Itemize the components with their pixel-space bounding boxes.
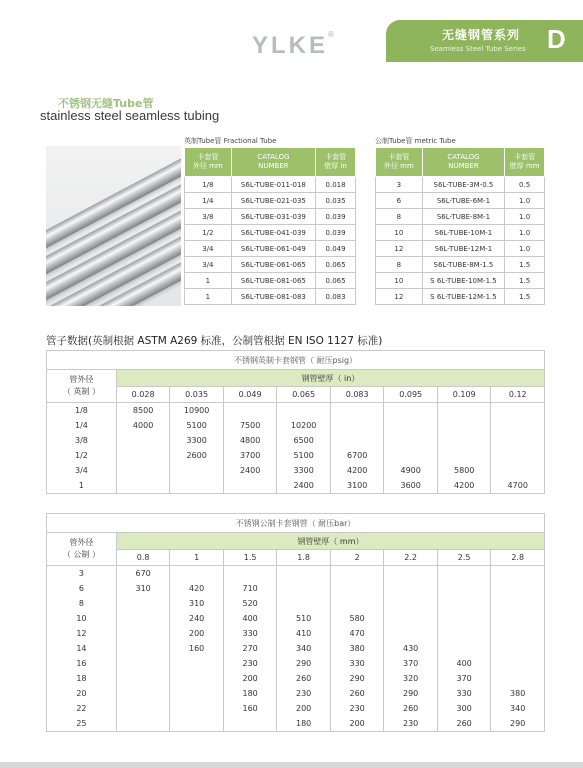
- pressure-cell: [116, 611, 170, 626]
- wall-cell: 0.065: [316, 273, 356, 289]
- metric-caption: 公制Tube管 metric Tube: [375, 137, 456, 145]
- pressure-cell: [491, 611, 545, 626]
- pressure-cell: 7500: [223, 418, 277, 433]
- pressure-cell: 340: [277, 641, 331, 656]
- table-row: [185, 193, 356, 209]
- wall-thickness-header: 0.12: [491, 387, 545, 403]
- pressure-cell: 380: [491, 686, 545, 701]
- table-row: [47, 478, 545, 494]
- od-cell: 1/2: [185, 225, 232, 241]
- od-cell: 3: [47, 566, 117, 582]
- table-row: [376, 193, 545, 209]
- wall-thickness-header: 0.8: [116, 550, 170, 566]
- col-header-od: 卡套管 外径 mm: [185, 148, 232, 177]
- wall-thickness-header: 0.065: [277, 387, 331, 403]
- pressure-cell: 260: [384, 701, 438, 716]
- pressure-cell: 520: [223, 596, 277, 611]
- catalog-number-cell: S6L-TUBE-3M-0.5: [422, 177, 505, 193]
- table-row: [185, 257, 356, 273]
- pressure-cell: [116, 448, 170, 463]
- od-cell: 1/4: [185, 193, 232, 209]
- catalog-number-cell: S6L-TUBE-8M-1.5: [422, 257, 505, 273]
- pressure-cell: 10900: [170, 403, 224, 419]
- catalog-number-cell: S6L-TUBE-011-018: [231, 177, 315, 193]
- table-row: [376, 257, 545, 273]
- pressure-cell: 10200: [277, 418, 331, 433]
- pressure-cell: [437, 626, 491, 641]
- pressure-cell: 4800: [223, 433, 277, 448]
- od-cell: 3/4: [185, 241, 232, 257]
- section-title-en: stainless steel seamless tubing: [40, 108, 220, 123]
- wall-thickness-label: 钢管壁厚（ in）: [116, 370, 544, 387]
- pressure-cell: [277, 403, 331, 419]
- wall-thickness-header: 0.028: [116, 387, 170, 403]
- pressure-cell: 3600: [384, 478, 438, 494]
- od-cell: 10: [376, 225, 423, 241]
- table-row: [376, 289, 545, 305]
- pressure-cell: 3100: [330, 478, 384, 494]
- pressure-cell: 380: [330, 641, 384, 656]
- od-cell: 1: [185, 273, 232, 289]
- pressure-cell: 290: [277, 656, 331, 671]
- table-row: [47, 418, 545, 433]
- col-header-od: 卡套管 外径 mm: [376, 148, 423, 177]
- pressure-cell: 3300: [277, 463, 331, 478]
- pressure-cell: [330, 418, 384, 433]
- od-cell: 3/4: [185, 257, 232, 273]
- pressure-cell: 300: [437, 701, 491, 716]
- pressure-cell: 3700: [223, 448, 277, 463]
- od-cell: 20: [47, 686, 117, 701]
- pressure-cell: [223, 403, 277, 419]
- wall-cell: 0.039: [316, 225, 356, 241]
- pressure-cell: 260: [277, 671, 331, 686]
- catalog-number-cell: S6L-TUBE-6M-1: [422, 193, 505, 209]
- od-cell: 25: [47, 716, 117, 732]
- pressure-cell: [491, 463, 545, 478]
- pressure-cell: 260: [437, 716, 491, 732]
- table-row: [47, 716, 545, 732]
- table-row: [185, 241, 356, 257]
- od-label: 管外径 （ 英制 ）: [47, 370, 117, 403]
- od-cell: 12: [376, 241, 423, 257]
- table-row: [47, 656, 545, 671]
- catalog-number-cell: S6L-TUBE-12M-1: [422, 241, 505, 257]
- imperial-table-title: 不锈钢英制卡套钢管（ 耐压psig）: [47, 351, 545, 370]
- series-title-cn: 无缝钢管系列: [442, 28, 521, 42]
- pressure-cell: [384, 611, 438, 626]
- od-cell: 1/8: [185, 177, 232, 193]
- pressure-cell: [170, 463, 224, 478]
- od-cell: 3/8: [47, 433, 117, 448]
- od-cell: 8: [376, 257, 423, 273]
- pressure-cell: [116, 626, 170, 641]
- pressure-cell: 4200: [437, 478, 491, 494]
- wall-cell: 1.0: [505, 225, 545, 241]
- wall-cell: 1.0: [505, 209, 545, 225]
- catalog-number-cell: S6L-TUBE-021-035: [231, 193, 315, 209]
- pressure-cell: [330, 581, 384, 596]
- section-title-cn: 不锈钢无缝Tube管: [58, 97, 154, 110]
- table-row: [376, 177, 545, 193]
- pressure-cell: [384, 418, 438, 433]
- od-cell: 1: [185, 289, 232, 305]
- wall-thickness-header: 1: [170, 550, 224, 566]
- series-letter: D: [547, 24, 566, 54]
- pressure-cell: [116, 596, 170, 611]
- pressure-cell: [491, 581, 545, 596]
- catalog-number-cell: S6L-TUBE-061-065: [231, 257, 315, 273]
- od-cell: 1/2: [47, 448, 117, 463]
- wall-thickness-header: 0.035: [170, 387, 224, 403]
- wall-thickness-header: 2: [330, 550, 384, 566]
- pressure-cell: 2400: [277, 478, 331, 494]
- wall-thickness-header: 2.5: [437, 550, 491, 566]
- catalog-number-cell: S6L-TUBE-041-039: [231, 225, 315, 241]
- pressure-cell: 160: [223, 701, 277, 716]
- wall-thickness-header: 0.049: [223, 387, 277, 403]
- pressure-cell: 3300: [170, 433, 224, 448]
- wall-cell: 0.039: [316, 209, 356, 225]
- table-row: [47, 433, 545, 448]
- pressure-cell: [491, 596, 545, 611]
- pressure-cell: [330, 403, 384, 419]
- table-row: [47, 566, 545, 582]
- pressure-cell: [330, 596, 384, 611]
- od-cell: 12: [376, 289, 423, 305]
- pressure-cell: [330, 566, 384, 582]
- pressure-cell: 330: [437, 686, 491, 701]
- pressure-cell: [223, 716, 277, 732]
- pressure-cell: 260: [330, 686, 384, 701]
- od-cell: 14: [47, 641, 117, 656]
- od-cell: 1: [47, 478, 117, 494]
- od-cell: 3/4: [47, 463, 117, 478]
- pressure-cell: 670: [116, 566, 170, 582]
- pressure-cell: 290: [384, 686, 438, 701]
- pressure-cell: 410: [277, 626, 331, 641]
- pressure-cell: 310: [170, 596, 224, 611]
- pressure-cell: 370: [384, 656, 438, 671]
- pressure-cell: 240: [170, 611, 224, 626]
- catalog-number-cell: S6L-TUBE-061-049: [231, 241, 315, 257]
- wall-thickness-header: 1.5: [223, 550, 277, 566]
- table-row: [47, 701, 545, 716]
- pressure-cell: [170, 478, 224, 494]
- od-cell: 1/4: [47, 418, 117, 433]
- catalog-number-cell: S6L-TUBE-081-083: [231, 289, 315, 305]
- table-row: [185, 209, 356, 225]
- wall-cell: 0.049: [316, 241, 356, 257]
- od-cell: 22: [47, 701, 117, 716]
- pressure-cell: [491, 656, 545, 671]
- pressure-cell: 470: [330, 626, 384, 641]
- pressure-cell: 310: [116, 581, 170, 596]
- wall-thickness-header: 0.109: [437, 387, 491, 403]
- fractional-tube-table: [184, 147, 356, 305]
- pressure-cell: [437, 403, 491, 419]
- pressure-cell: 370: [437, 671, 491, 686]
- pressure-cell: [437, 418, 491, 433]
- pressure-cell: [223, 566, 277, 582]
- pressure-cell: [384, 596, 438, 611]
- pressure-cell: 8500: [116, 403, 170, 419]
- pressure-cell: 270: [223, 641, 277, 656]
- wall-thickness-header: 2.2: [384, 550, 438, 566]
- wall-thickness-header: 0.083: [330, 387, 384, 403]
- pressure-cell: [116, 701, 170, 716]
- pressure-cell: 230: [277, 686, 331, 701]
- table-row: [47, 463, 545, 478]
- pressure-cell: [437, 596, 491, 611]
- od-cell: 16: [47, 656, 117, 671]
- catalog-number-cell: S 6L-TUBE-12M-1.5: [422, 289, 505, 305]
- brand-logo: YLKE®: [252, 30, 334, 59]
- metric-tube-table: [375, 147, 545, 305]
- pipe-data-title: 管子数据(英制根据 ASTM A269 标准，公制管根据 EN ISO 1127 标准): [46, 335, 383, 347]
- pressure-cell: 200: [223, 671, 277, 686]
- pressure-cell: [170, 716, 224, 732]
- metric-table-title: 不锈钢公制卡套钢管（ 耐压bar）: [47, 514, 545, 533]
- table-row: [47, 686, 545, 701]
- pressure-cell: [437, 566, 491, 582]
- pressure-cell: 710: [223, 581, 277, 596]
- pressure-cell: [116, 433, 170, 448]
- pressure-cell: 5100: [170, 418, 224, 433]
- catalog-number-cell: S6L-TUBE-10M-1: [422, 225, 505, 241]
- pressure-cell: [384, 566, 438, 582]
- pressure-cell: 200: [277, 701, 331, 716]
- pressure-cell: [170, 701, 224, 716]
- wall-cell: 0.083: [316, 289, 356, 305]
- od-cell: 3/8: [185, 209, 232, 225]
- pressure-cell: 5100: [277, 448, 331, 463]
- pressure-cell: 5800: [437, 463, 491, 478]
- table-row: [47, 671, 545, 686]
- pressure-cell: [116, 463, 170, 478]
- pressure-cell: 290: [491, 716, 545, 732]
- pressure-cell: 230: [330, 701, 384, 716]
- pressure-cell: [116, 641, 170, 656]
- od-cell: 8: [47, 596, 117, 611]
- pressure-cell: [116, 478, 170, 494]
- col-header-wall: 卡套管 壁厚 in: [316, 148, 356, 177]
- pressure-cell: 230: [223, 656, 277, 671]
- pressure-cell: 400: [437, 656, 491, 671]
- od-cell: 18: [47, 671, 117, 686]
- table-row: [47, 596, 545, 611]
- pressure-cell: [384, 433, 438, 448]
- pressure-cell: [491, 448, 545, 463]
- catalog-number-cell: S 6L-TUBE-10M-1.5: [422, 273, 505, 289]
- pressure-cell: [491, 418, 545, 433]
- pressure-cell: [170, 686, 224, 701]
- od-cell: 10: [47, 611, 117, 626]
- wall-thickness-label: 钢管壁厚（ mm）: [116, 533, 544, 550]
- pressure-cell: 430: [384, 641, 438, 656]
- imperial-pressure-table: [46, 350, 545, 494]
- pressure-cell: [277, 581, 331, 596]
- wall-thickness-header: 0.095: [384, 387, 438, 403]
- od-cell: 6: [47, 581, 117, 596]
- pressure-cell: [437, 611, 491, 626]
- od-cell: 8: [376, 209, 423, 225]
- od-cell: 10: [376, 273, 423, 289]
- wall-thickness-header: 1.8: [277, 550, 331, 566]
- pressure-cell: 200: [170, 626, 224, 641]
- metric-pressure-table: [46, 513, 545, 732]
- pressure-cell: [223, 478, 277, 494]
- pressure-cell: 290: [330, 671, 384, 686]
- pressure-cell: [116, 716, 170, 732]
- fractional-caption: 英制Tube管 Fractional Tube: [184, 137, 277, 145]
- table-row: [376, 273, 545, 289]
- table-row: [185, 273, 356, 289]
- wall-cell: 0.018: [316, 177, 356, 193]
- wall-cell: 1.0: [505, 193, 545, 209]
- table-row: [47, 403, 545, 419]
- pressure-cell: 420: [170, 581, 224, 596]
- wall-cell: 0.5: [505, 177, 545, 193]
- pressure-cell: [437, 641, 491, 656]
- od-cell: 1/8: [47, 403, 117, 419]
- pressure-cell: [330, 433, 384, 448]
- wall-cell: 1.5: [505, 289, 545, 305]
- catalog-number-cell: S6L-TUBE-8M-1: [422, 209, 505, 225]
- pressure-cell: 2600: [170, 448, 224, 463]
- pressure-cell: [384, 626, 438, 641]
- pressure-cell: [491, 641, 545, 656]
- pressure-cell: [491, 671, 545, 686]
- catalog-number-cell: S6L-TUBE-081-065: [231, 273, 315, 289]
- pressure-cell: 180: [277, 716, 331, 732]
- footer-strip: [0, 762, 583, 768]
- table-row: [47, 448, 545, 463]
- od-cell: 3: [376, 177, 423, 193]
- pressure-cell: 330: [223, 626, 277, 641]
- pressure-cell: [170, 671, 224, 686]
- table-row: [47, 641, 545, 656]
- pressure-cell: [384, 403, 438, 419]
- pressure-cell: 4200: [330, 463, 384, 478]
- pressure-cell: 2400: [223, 463, 277, 478]
- catalog-number-cell: S6L-TUBE-031-039: [231, 209, 315, 225]
- pressure-cell: 180: [223, 686, 277, 701]
- od-cell: 6: [376, 193, 423, 209]
- table-row: [185, 289, 356, 305]
- pressure-cell: 4700: [491, 478, 545, 494]
- pressure-cell: [384, 581, 438, 596]
- pressure-cell: [116, 671, 170, 686]
- pressure-cell: [437, 448, 491, 463]
- pressure-cell: [277, 566, 331, 582]
- wall-cell: 0.035: [316, 193, 356, 209]
- pressure-cell: 330: [330, 656, 384, 671]
- pressure-cell: 580: [330, 611, 384, 626]
- pressure-cell: [491, 566, 545, 582]
- pressure-cell: [384, 448, 438, 463]
- pressure-cell: 4000: [116, 418, 170, 433]
- od-cell: 12: [47, 626, 117, 641]
- pressure-cell: 340: [491, 701, 545, 716]
- tubing-photo: [46, 146, 181, 306]
- pressure-cell: 6700: [330, 448, 384, 463]
- col-header-catalog: CATALOG NUMBER: [231, 148, 315, 177]
- pressure-cell: [437, 433, 491, 448]
- pressure-cell: 230: [384, 716, 438, 732]
- table-row: [376, 209, 545, 225]
- pressure-cell: 160: [170, 641, 224, 656]
- pressure-cell: 400: [223, 611, 277, 626]
- pressure-cell: [170, 656, 224, 671]
- table-row: [376, 225, 545, 241]
- pressure-cell: [277, 596, 331, 611]
- od-label: 管外径 （ 公制 ）: [47, 533, 117, 566]
- pressure-cell: [116, 656, 170, 671]
- table-row: [185, 225, 356, 241]
- wall-cell: 0.065: [316, 257, 356, 273]
- pressure-cell: [491, 403, 545, 419]
- table-row: [376, 241, 545, 257]
- pressure-cell: 6500: [277, 433, 331, 448]
- wall-thickness-header: 2.8: [491, 550, 545, 566]
- table-row: [47, 611, 545, 626]
- wall-cell: 1.5: [505, 273, 545, 289]
- wall-cell: 1.0: [505, 241, 545, 257]
- pressure-cell: 320: [384, 671, 438, 686]
- col-header-wall: 卡套管 壁厚 mm: [505, 148, 545, 177]
- wall-cell: 1.5: [505, 257, 545, 273]
- pressure-cell: 510: [277, 611, 331, 626]
- table-row: [47, 581, 545, 596]
- pressure-cell: [116, 686, 170, 701]
- col-header-catalog: CATALOG NUMBER: [422, 148, 505, 177]
- table-row: [47, 626, 545, 641]
- pressure-cell: [170, 566, 224, 582]
- table-row: [185, 177, 356, 193]
- pressure-cell: 200: [330, 716, 384, 732]
- pressure-cell: [437, 581, 491, 596]
- pressure-cell: [491, 433, 545, 448]
- series-title-en: Seamless Steel Tube Series: [430, 45, 526, 53]
- pressure-cell: 4900: [384, 463, 438, 478]
- pressure-cell: [491, 626, 545, 641]
